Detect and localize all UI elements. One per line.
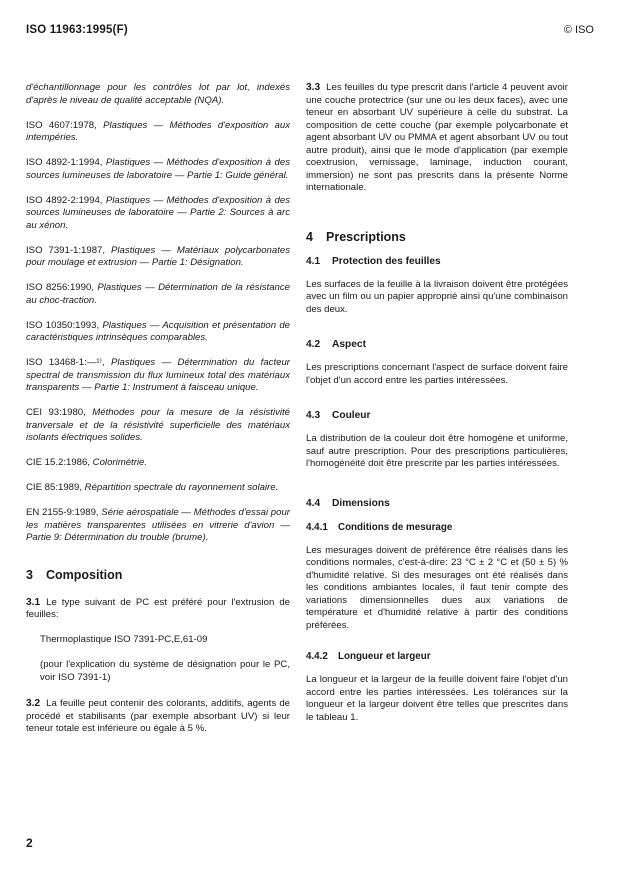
clause-paragraph: 3.2 La feuille peut contenir des colorants, additifs, agents de procédé et stabilisants (par exemple absorbant UV) si leur teneur totale est inférieure ou égale à 5 %. — [26, 698, 290, 734]
subsection-heading: 4.1 Protection des feuilles — [306, 255, 441, 267]
reference-entry: ISO 4892-2:1994, Plastiques — Méthodes d'exposition à des sources lumineuses de laboratoire — Partie 2: Sources à arc au xénon. — [26, 194, 290, 231]
standard-reference: ISO 11963:1995(F) — [26, 24, 128, 36]
reference-entry: ISO 7391-1:1987, Plastiques — Matériaux polycarbonates pour moulage et extrusion — Partie 1: Désignation. — [26, 244, 291, 268]
reference-entry: ISO 10350:1993, Plastiques — Acquisition et présentation de caractéristiques intrinsèques comparables. — [26, 319, 290, 343]
page-header — [26, 24, 594, 42]
subsection-heading: 4.2 Aspect — [306, 339, 366, 350]
body-paragraph: Les mesurages doivent de préférence être réalisés dans les conditions normales, c'est-à-dire: 23 °C ± 2 °C et (50 ± 5) % d'humidité relative. Si des mesurages ont été réalisés dans les conditions ambiantes locales, il faut tenir compte des variations dimensionnelles dues aux variations de température et d'humidité relative à partir des conditions préférées. — [306, 544, 568, 631]
reference-entry: ISO 8256:1990, Plastiques — Détermination de la résistance au choc-traction. — [26, 282, 290, 306]
body-paragraph: La distribution de la couleur doit être homogène et uniforme, sauf autre prescription. Pour des prescriptions particulières, l'homogénéité doit être prescrite par les parties intéressées. — [306, 433, 568, 469]
section-heading: 3 Composition — [26, 567, 123, 582]
reference-entry: ISO 4892-1:1994, Plastiques — Méthodes d'exposition à des sources lumineuses de laboratoire — Partie 1: Guide général. — [26, 157, 290, 181]
reference-entry: CIE 15.2:1986, Colorimétrie. — [26, 457, 148, 468]
left-column — [26, 82, 290, 736]
right-column — [306, 82, 568, 724]
subsection-heading: 4.4 Dimensions — [306, 497, 390, 509]
reference-entry: CIE 85:1989, Répartition spectrale du rayonnement solaire. — [26, 482, 279, 493]
body-paragraph: Les surfaces de la feuille à la livraison doivent être protégées avec un film ou un papier approprié ainsi qu'une combinaison des deux. — [306, 278, 568, 315]
clause-paragraph: 3.1 Le type suivant de PC est préféré pour l'extrusion de feuilles: — [26, 596, 290, 620]
page-number: 2 — [26, 836, 33, 850]
designation-note: (pour l'explication du système de désignation pour le PC, voir ISO 7391-1) — [40, 659, 290, 683]
copyright-notice: © ISO — [563, 24, 594, 36]
reference-entry: CEI 93:1980, Méthodes pour la mesure de la résistivité tranversale et de la résistivité superficielle des matériaux isolants électriques solides. — [26, 407, 291, 443]
subsubsection-heading: 4.4.1 Conditions de mesurage — [306, 521, 453, 533]
subsection-heading: 4.3 Couleur — [306, 410, 371, 421]
reference-entry: ISO 13468-1:—¹⁾, Plastiques — Détermination du facteur spectral de transmission du flux lumineux total des matériaux transparents — Partie 1: Instrument à faisceau unique. — [26, 357, 290, 393]
body-paragraph: Les prescriptions concernant l'aspect de surface doivent faire l'objet d'un accord entre les parties intéressées. — [306, 362, 568, 386]
designation-line: Thermoplastique ISO 7391-PC,E,61-09 — [40, 634, 208, 645]
reference-entry: EN 2155-9:1989, Série aérospatiale — Méthodes d'essai pour les matières transparentes utilisées en vitrerie d'avion — Partie 9: Détermination du trouble (brume). — [26, 507, 290, 543]
body-paragraph: La longueur et la largeur de la feuille doivent faire l'objet d'un accord entre les parties intéressées. Les tolérances sur la longueur et la largeur doivent être telles que prescrites dans le tableau 1. — [306, 674, 568, 723]
reference-entry: d'échantillonnage pour les contrôles lot par lot, indexés d'après le niveau de qualité acceptable (NQA). — [26, 82, 290, 106]
reference-entry: ISO 4607:1978, Plastiques — Méthodes d'exposition aux intempéries. — [26, 119, 290, 143]
section-heading: 4 Prescriptions — [306, 229, 406, 244]
clause-paragraph: 3.3 Les feuilles du type prescrit dans l'article 4 peuvent avoir une couche protectrice (sur une ou les deux faces), avec une teneur en absorbant UV supérieure à celle du substrat. La composition de cette couche (par exemple polycarbonate et agent absorbant UV ou PMMA et agent absorbant UV ou tout autre produit), ainsi que le mode d'application (par exemple coextrusion, vernissage, laminage, induction courant, immersion) ne sont pas prescrits dans la présente Norme internationale. — [306, 82, 568, 193]
subsubsection-heading: 4.4.2 Longueur et largeur — [306, 651, 431, 662]
